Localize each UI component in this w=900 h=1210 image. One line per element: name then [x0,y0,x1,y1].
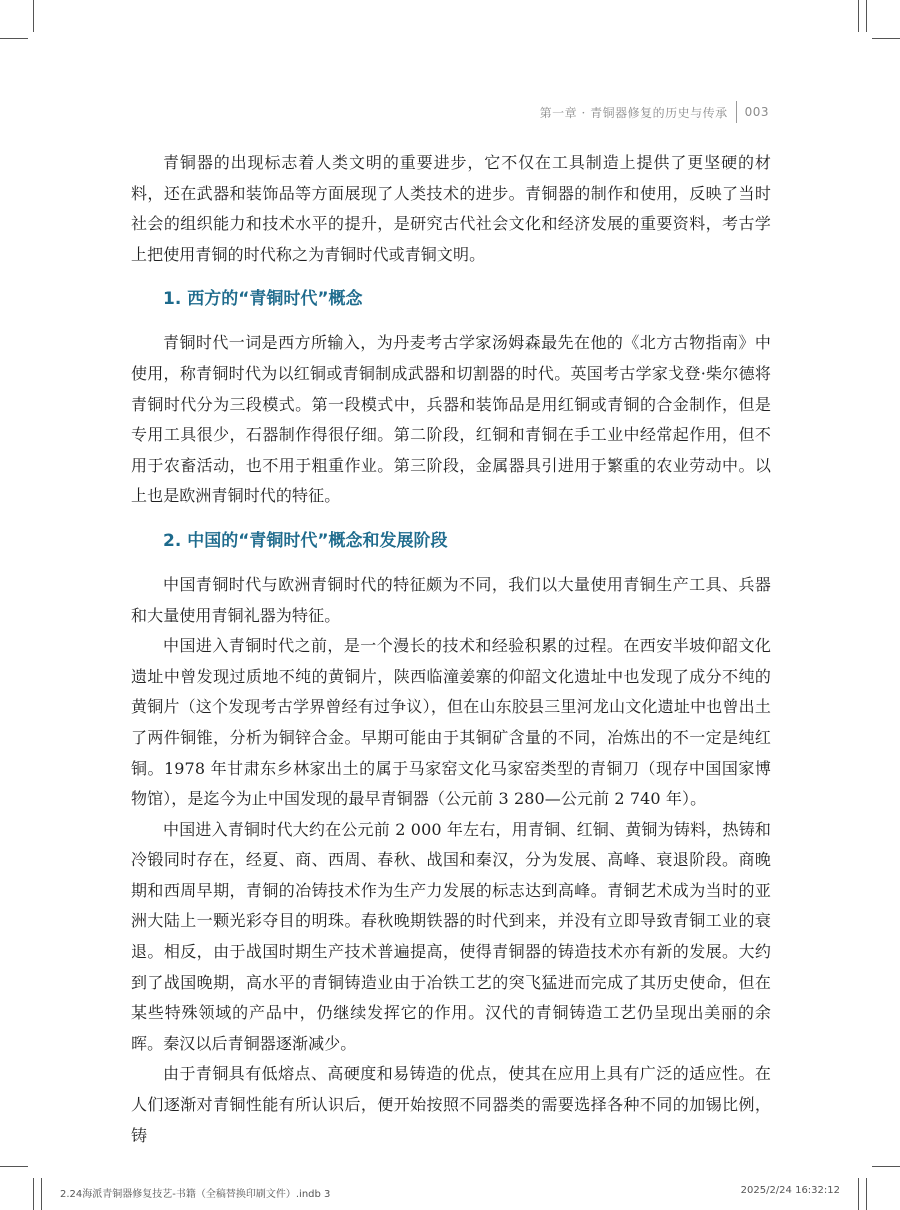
crop-mark-bottom-right-h [872,1166,900,1167]
crop-mark-top-right-h [872,38,900,39]
crop-mark-top-left-h [0,38,28,39]
crop-mark-bottom-right-2 [866,1178,867,1210]
crop-mark-bottom-left [33,1178,34,1210]
section2-paragraph-1: 中国青铜时代与欧洲青铜时代的特征颇为不同，我们以大量使用青铜生产工具、兵器和大量使用青铜礼器为特征。 [131,574,771,625]
crop-mark-top-right-1 [858,0,859,32]
section1-paragraph: 青铜时代一词是西方所输入，为丹麦考古学家汤姆森最先在他的《北方古物指南》中使用，称青铜时代为以红铜或青铜制成武器和切割器的时代。英国考古学家戈登·柴尔德将青铜时代分为三段模式。第一段模式中，兵器和装饰品是用红铜或青铜的合金制作，但是专用工具很少，石器制作得很仔细。第二阶段，红铜和青铜在手工业中经常起作用，但不用于农畜活动，也不用于粗重作业。第三阶段，金属器具引进用于繁重的农业劳动中。以上也是欧洲青铜时代的特征。 [131,333,771,506]
crop-mark-bottom-right [858,1178,859,1210]
print-file-slug: 2.24海派青铜器修复技艺-书籍（全稿替换印刷文件）.indb 3 [60,1189,331,1200]
page-body [131,148,771,1151]
running-header [540,101,769,123]
crop-mark-bottom-left-2 [41,1178,42,1210]
section-heading-chinese-bronze-age: 2. 中国的“青铜时代”概念和发展阶段 [163,530,448,551]
section2-paragraph-3: 中国进入青铜时代大约在公元前 2 000 年左右，用青铜、红铜、黄铜为铸料，热铸和冷锻同时存在，经夏、商、西周、春秋、战国和秦汉，分为发展、高峰、衰退阶段。商晚期和西周早期，青铜的冶铸技术作为生产力发展的标志达到高峰。青铜艺术成为当时的亚洲大陆上一颗光彩夺目的明珠。春秋晚期铁器的时代到来，并没有立即导致青铜工业的衰退。相反，由于战国时期生产技术普遍提高，使得青铜器的铸造技术亦有新的发展。大约到了战国晚期，高水平的青铜铸造业由于冶铁工艺的突飞猛进而完成了其历史使命，但在某些特殊领域的产品中，仍继续发挥它的作用。汉代的青铜铸造工艺仍呈现出美丽的余晖。秦汉以后青铜器逐渐减少。 [131,819,771,1053]
crop-mark-top-right-2 [866,0,867,32]
intro-paragraph: 青铜器的出现标志着人类文明的重要进步，它不仅在工具制造上提供了更坚硬的材料，还在武器和装饰品等方面展现了人类技术的进步。青铜器的制作和使用，反映了当时社会的组织能力和技术水平的提升，是研究古代社会文化和经济发展的重要资料，考古学上把使用青铜的时代称之为青铜时代或青铜文明。 [131,153,771,264]
print-timestamp: 2025/2/24 16:32:12 [740,1185,840,1196]
section-heading-western-bronze-age: 1. 西方的“青铜时代”概念 [163,289,363,310]
chapter-title: 第一章 · 青铜器修复的历史与传承 [539,105,728,120]
header-divider [736,101,737,123]
section2-paragraph-2: 中国进入青铜时代之前，是一个漫长的技术和经验积累的过程。在西安半坡仰韶文化遗址中曾发现过质地不纯的黄铜片，陕西临潼姜寨的仰韶文化遗址中也发现了成分不纯的黄铜片（这个发现考古学界曾经有过争议），但在山东胶县三里河龙山文化遗址中也曾出土了两件铜锥，分析为铜锌合金。早期可能由于其铜矿含量的不同，冶炼出的不一定是纯红铜。1978 年甘肃东乡林家出土的属于马家窑文化马家窑类型的青铜刀（现存中国国家博物馆），是迄今为止中国发现的最早青铜器（公元前 3 280—公元前 2 740 年）。 [131,636,771,809]
crop-mark-bottom-left-h [0,1166,28,1167]
crop-mark-top-left [33,0,34,32]
page-number: 003 [744,105,769,119]
section2-paragraph-4: 由于青铜具有低熔点、高硬度和易铸造的优点，使其在应用上具有广泛的适应性。在人们逐渐对青铜性能有所认识后，便开始按照不同器类的需要选择各种不同的加锡比例，铸 [131,1064,771,1145]
